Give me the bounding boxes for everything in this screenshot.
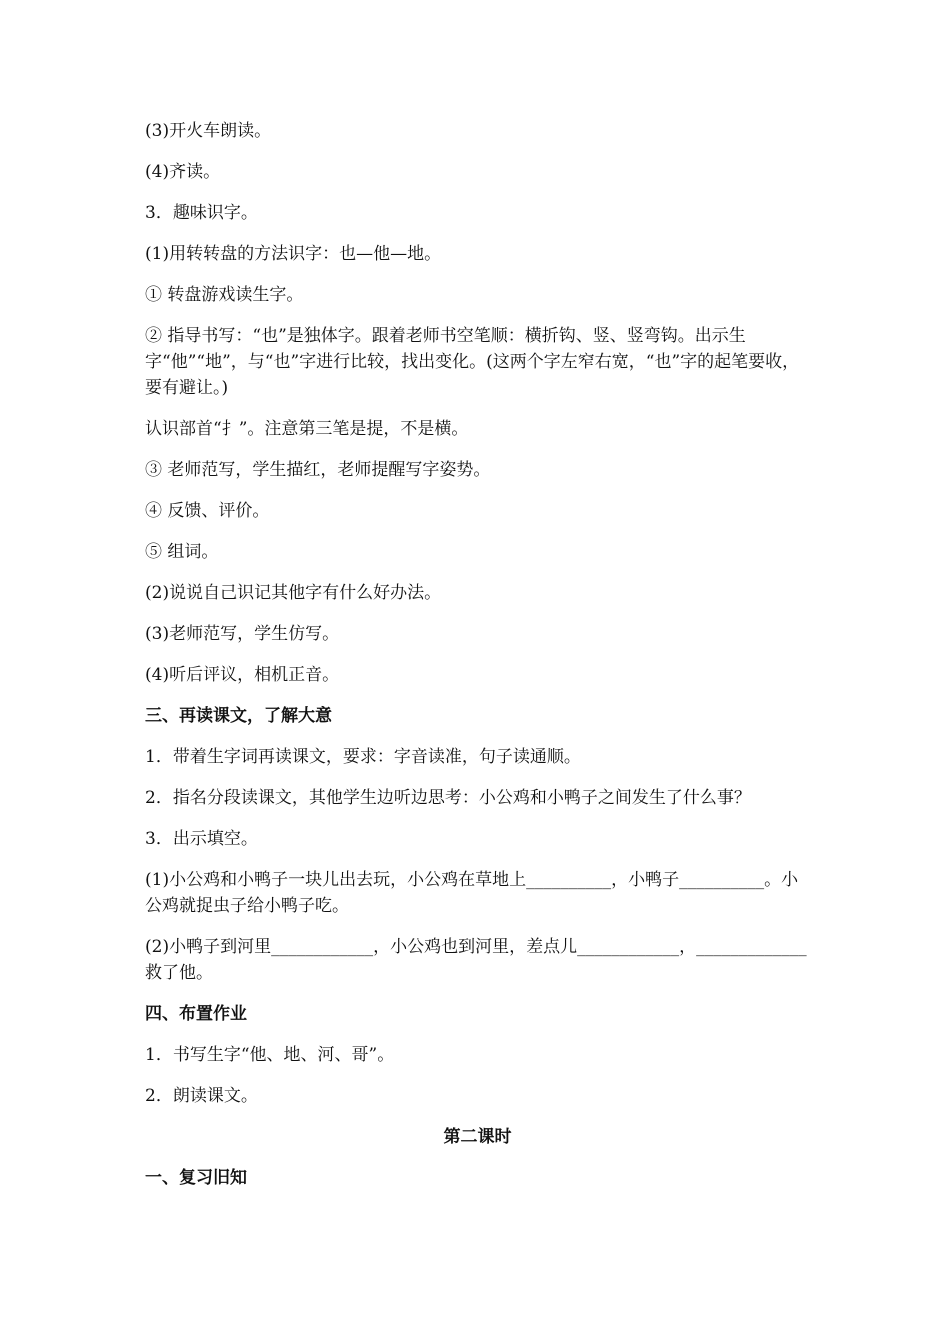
line-imitate-writing: (3)老师范写，学生仿写。 — [145, 624, 340, 644]
line-word-building: ⑤ 组词。 — [145, 542, 219, 562]
line-homework-reading: 2．朗读课文。 — [145, 1086, 258, 1106]
line-fill-blank-1: (1)小公鸡和小鸭子一块儿出去玩，小公鸡在草地上__________，小鸭子__________。小公鸡就捉虫子给小鸭子吃。 — [145, 870, 799, 916]
line-evaluation: (4)听后评议，相机正音。 — [145, 665, 340, 685]
section-heading-review: 一、复习旧知 — [145, 1168, 247, 1188]
section-heading-homework: 四、布置作业 — [145, 1004, 247, 1024]
line-turntable-game: ① 转盘游戏读生字。 — [145, 285, 304, 305]
section-heading-reread: 三、再读课文，了解大意 — [145, 706, 332, 726]
line-fill-blank-2: (2)小鸭子到河里____________，小公鸡也到河里，差点儿____________，_____________救了他。 — [145, 937, 807, 983]
line-read-together: (4)齐读。 — [145, 162, 221, 182]
line-segment-reading: 2．指名分段读课文，其他学生边听边思考：小公鸡和小鸭子之间发生了什么事？ — [145, 788, 751, 808]
line-teacher-demo: ③ 老师范写，学生描红，老师提醒写字姿势。 — [145, 460, 491, 480]
line-reread-requirements: 1．带着生字词再读课文，要求：字音读准，句子读通顺。 — [145, 747, 581, 767]
line-writing-guidance: ② 指导书写：“也”是独体字。跟着老师书空笔顺：横折钩、竖、竖弯钩。出示生字“他”“地”，与“也”字进行比较，找出变化。(这两个字左窄右宽，“也”字的起笔要收，要有避让。) — [145, 326, 800, 398]
lesson-title-second: 第二课时 — [443, 1127, 512, 1147]
line-radical: 认识部首“扌”。注意第三笔是提，不是横。 — [145, 419, 469, 439]
line-fill-blank-intro: 3．出示填空。 — [145, 829, 258, 849]
line-homework-writing: 1．书写生字“他、地、河、哥”。 — [145, 1045, 395, 1065]
line-train-reading: (3)开火车朗读。 — [145, 121, 272, 141]
line-turntable-method: (1)用转转盘的方法识字：也—他—地。 — [145, 244, 442, 264]
line-feedback: ④ 反馈、评价。 — [145, 501, 270, 521]
line-memory-methods: (2)说说自己识记其他字有什么好办法。 — [145, 583, 442, 603]
line-fun-literacy: 3．趣味识字。 — [145, 203, 258, 223]
document-page — [145, 118, 810, 1206]
